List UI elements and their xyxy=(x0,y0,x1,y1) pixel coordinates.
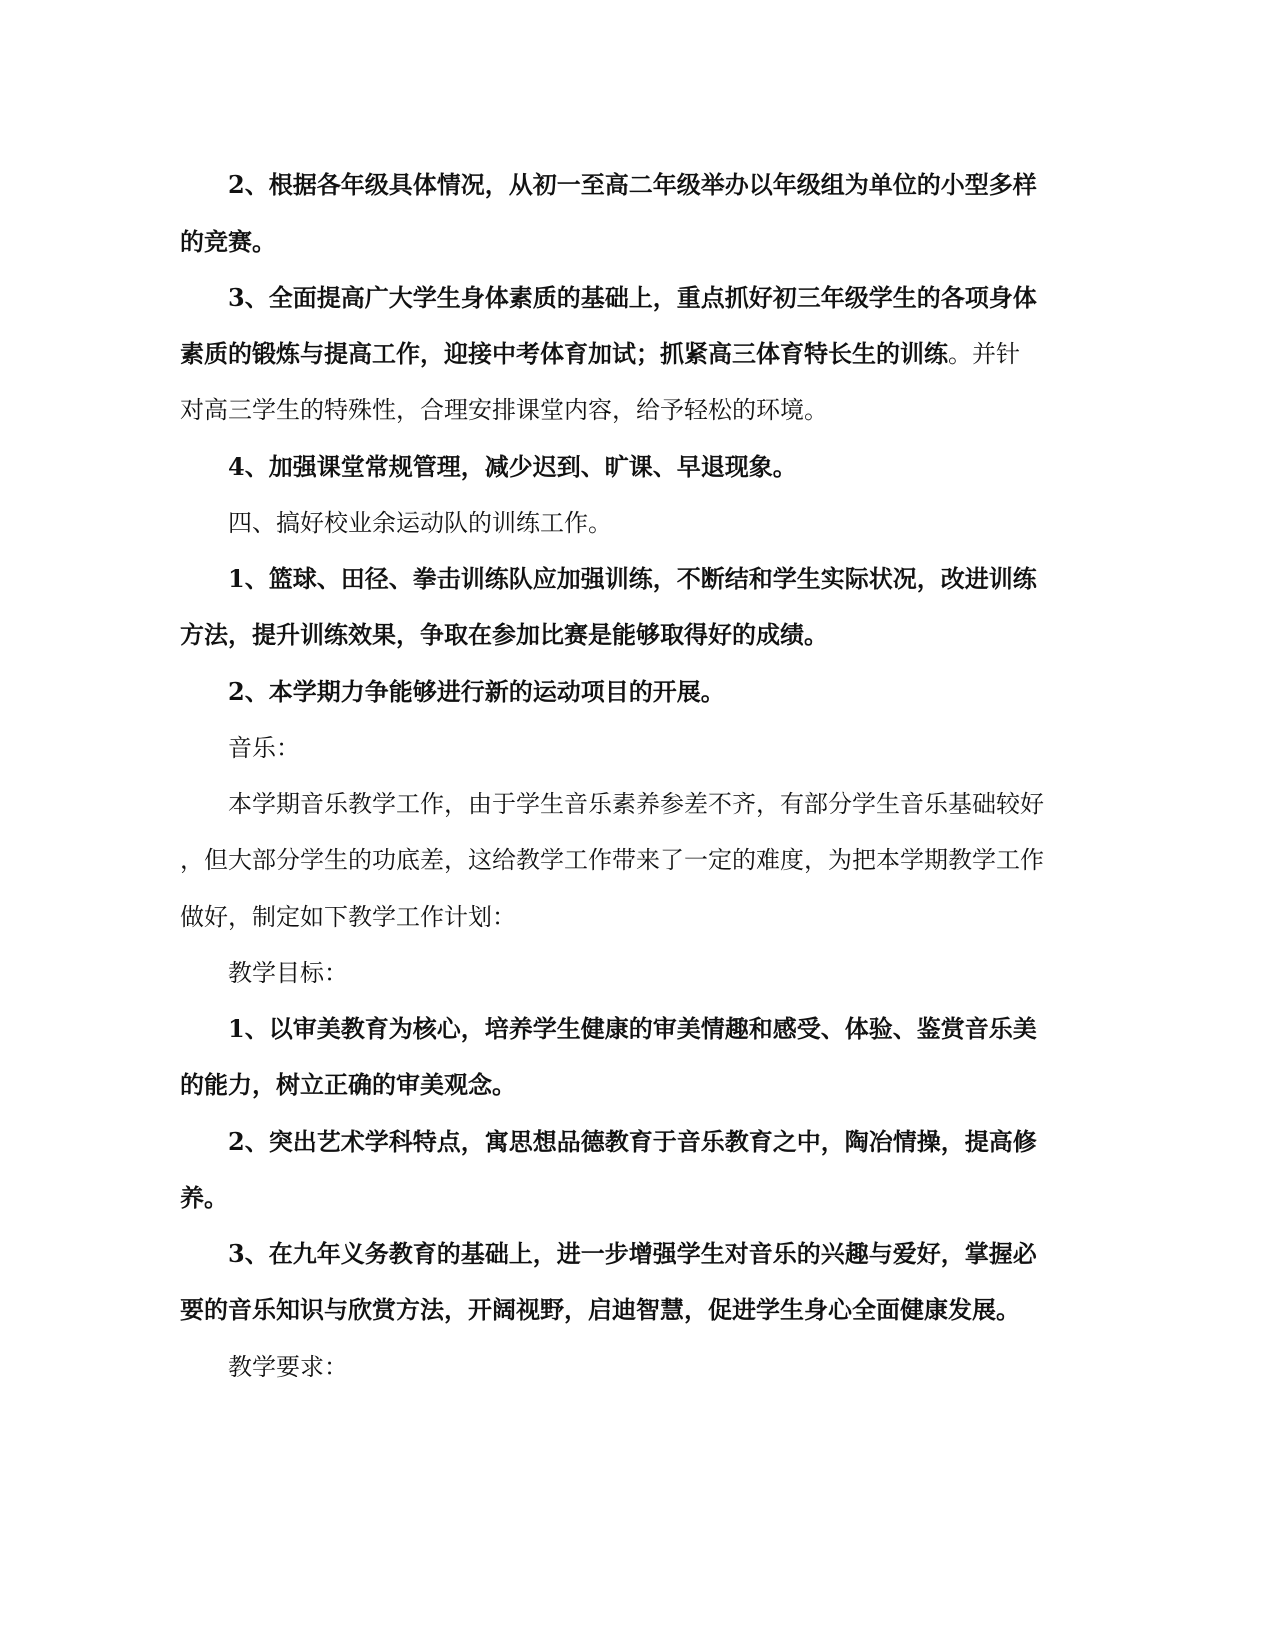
paragraph-line: 3、在九年义务教育的基础上，进一步增强学生对音乐的兴趣与爱好，掌握必 xyxy=(228,1239,1037,1268)
paragraph-line: 对高三学生的特殊性，合理安排课堂内容，给予轻松的环境。 xyxy=(180,396,828,424)
paragraph-line: 做好，制定如下教学工作计划： xyxy=(180,903,516,931)
paragraph-line: 要的音乐知识与欣赏方法，开阔视野，启迪智慧，促进学生身心全面健康发展。 xyxy=(180,1295,1020,1324)
normal-segment: 。并针 xyxy=(948,340,1020,368)
paragraph-line: 1、篮球、田径、拳击训练队应加强训练，不断结和学生实际状况，改进训练 xyxy=(228,564,1037,593)
paragraph-line: 2、本学期力争能够进行新的运动项目的开展。 xyxy=(228,677,725,706)
paragraph-line: 方法，提升训练效果，争取在参加比赛是能够取得好的成绩。 xyxy=(180,620,828,649)
paragraph-line: 本学期音乐教学工作，由于学生音乐素养参差不齐，有部分学生音乐基础较好 xyxy=(228,790,1044,818)
paragraph-line: 的竞赛。 xyxy=(180,227,276,256)
paragraph-line: 1、以审美教育为核心，培养学生健康的审美情趣和感受、体验、鉴赏音乐美 xyxy=(228,1014,1037,1043)
paragraph-line: 2、突出艺术学科特点，寓思想品德教育于音乐教育之中，陶冶情操，提高修 xyxy=(228,1127,1037,1156)
section-heading: 四、搞好校业余运动队的训练工作。 xyxy=(228,509,612,537)
paragraph-line: ，但大部分学生的功底差，这给教学工作带来了一定的难度，为把本学期教学工作 xyxy=(180,846,1044,874)
section-heading: 教学要求： xyxy=(228,1353,348,1381)
paragraph-line: 4、加强课堂常规管理，减少迟到、旷课、早退现象。 xyxy=(228,452,797,481)
section-heading: 音乐： xyxy=(228,734,300,762)
bold-segment: 素质的锻炼与提高工作，迎接中考体育加试；抓紧高三体育特长生的训练 xyxy=(180,339,948,368)
paragraph-line-mixed xyxy=(180,339,1020,369)
paragraph-line: 养。 xyxy=(180,1183,228,1212)
section-heading: 教学目标： xyxy=(228,959,348,987)
paragraph-line: 2、根据各年级具体情况，从初一至高二年级举办以年级组为单位的小型多样 xyxy=(228,170,1037,199)
paragraph-line: 3、全面提高广大学生身体素质的基础上，重点抓好初三年级学生的各项身体 xyxy=(228,283,1037,312)
paragraph-line: 的能力，树立正确的审美观念。 xyxy=(180,1070,516,1099)
